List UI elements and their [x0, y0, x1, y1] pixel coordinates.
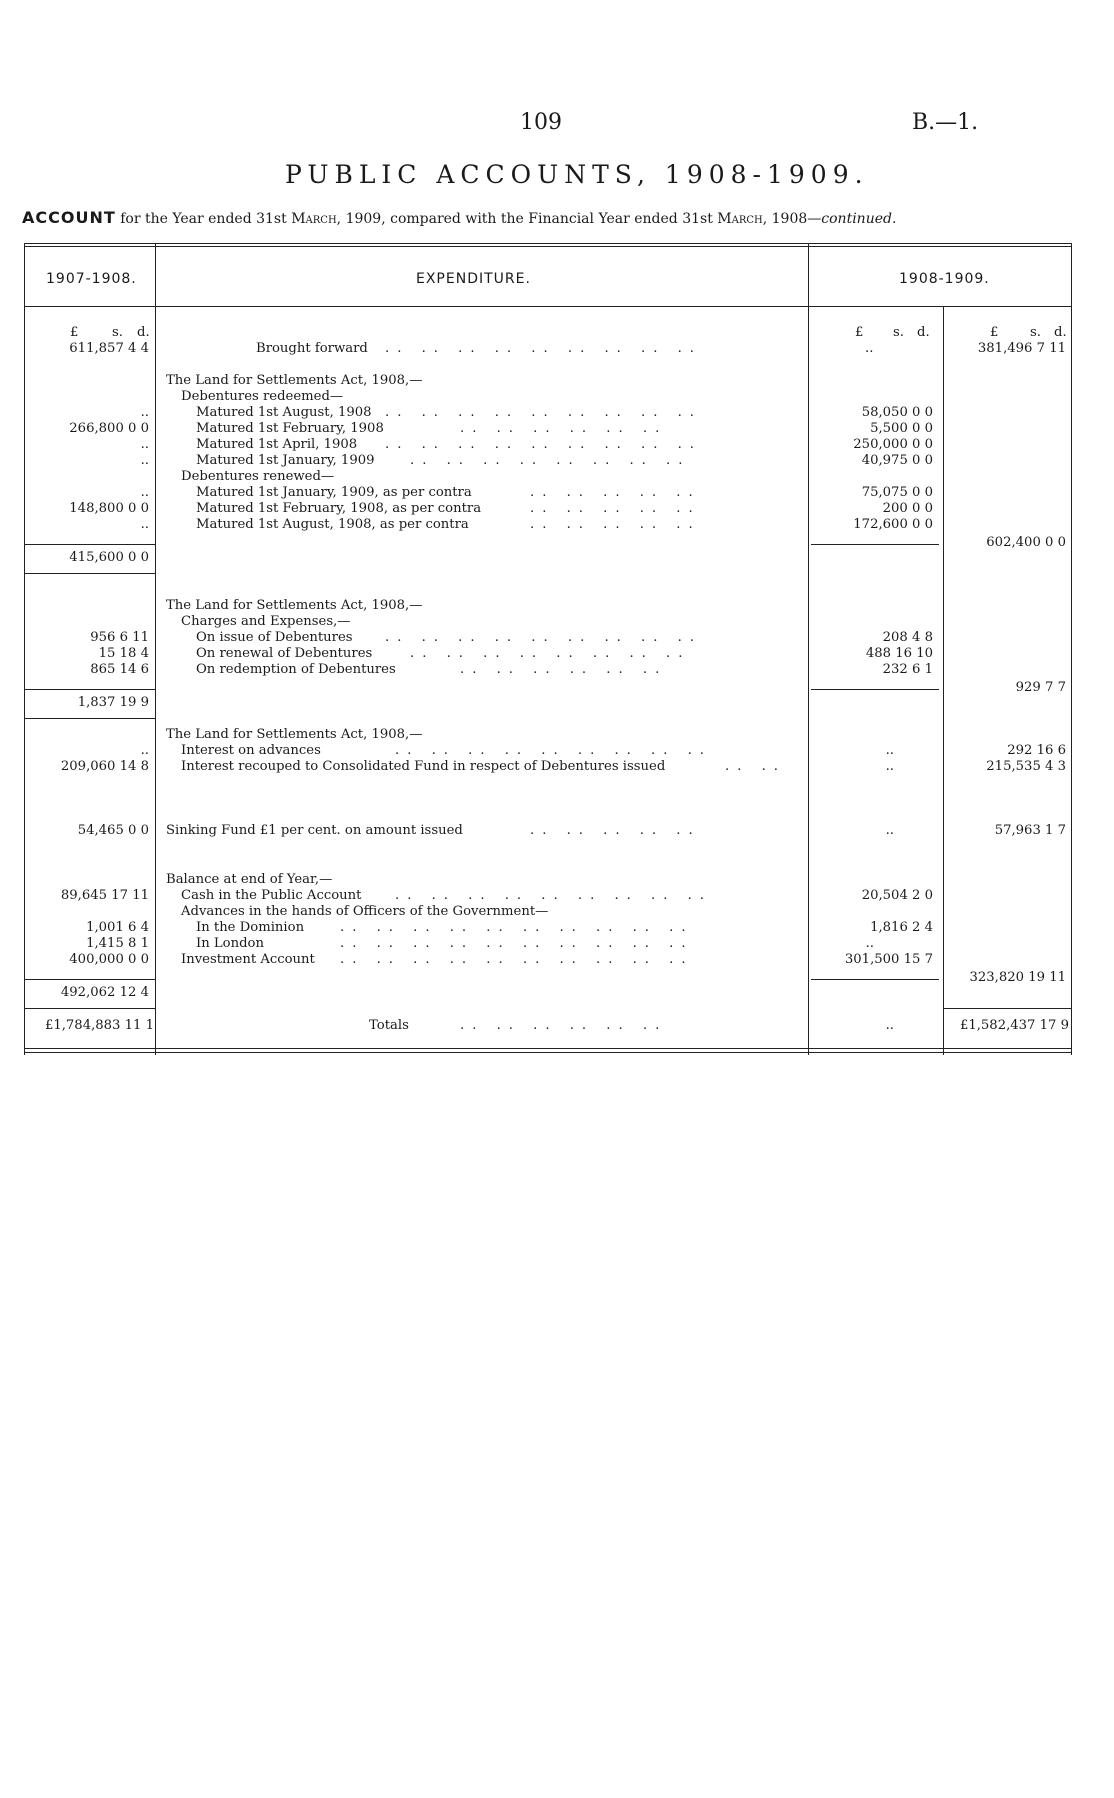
leader-dots: .. .. .. .. .. .. .. .. [410, 453, 691, 468]
totals-amt: .. [885, 1018, 894, 1033]
amount: 1,816 2 4 [870, 920, 933, 935]
unit-s-prev: s. [112, 325, 123, 340]
leader-dots: .. .. .. .. .. .. .. .. .. .. [340, 920, 694, 935]
row-label: On renewal of Debentures [196, 646, 373, 661]
table-top-rule [24, 243, 1072, 244]
leader-dots: .. .. [725, 759, 786, 774]
prev-value: .. [140, 743, 149, 758]
totals-rule-prev [24, 1008, 155, 1009]
prev-value: 89,645 17 11 [60, 888, 149, 903]
leader-dots: .. .. .. .. .. .. .. .. .. [385, 437, 702, 452]
prev-value: .. [140, 405, 149, 420]
column-divider-2 [808, 243, 809, 1055]
section-heading: Balance at end of Year,— [166, 872, 333, 887]
prev-value: .. [140, 437, 149, 452]
row-label: Matured 1st August, 1908 [196, 405, 372, 420]
section-total-prev: 415,600 0 0 [69, 550, 149, 565]
prev-value: 148,800 0 0 [69, 501, 149, 516]
leader-dots: .. .. .. .. .. .. .. .. .. [385, 405, 702, 420]
subtotal-rule-prev [24, 689, 155, 690]
row-label: Matured 1st February, 1908 [196, 421, 384, 436]
page-subtitle [22, 208, 896, 227]
unit-s-amt: s. [893, 325, 904, 340]
section-rule-prev [24, 573, 155, 574]
leader-dots: .. .. .. .. .. [530, 501, 701, 516]
subtotal-rule [811, 979, 939, 980]
amount: .. [885, 759, 894, 774]
row-label: Interest on advances [181, 743, 321, 758]
prev-value: .. [140, 485, 149, 500]
amount: 20,504 2 0 [861, 888, 933, 903]
curr-value: 292 16 6 [1007, 743, 1066, 758]
unit-pound-prev: £ [70, 325, 79, 340]
row-label: Matured 1st February, 1908, as per contra [196, 501, 482, 516]
subtotal-rule [811, 689, 939, 690]
prev-value: .. [140, 517, 149, 532]
unit-d-amt: d. [917, 325, 930, 340]
subtitle-continued: continued. [821, 211, 897, 227]
amount: 232 6 1 [882, 662, 933, 677]
brought-forward-label: Brought forward [256, 341, 368, 356]
column-head-expenditure: EXPENDITURE. [416, 271, 531, 287]
leader-dots: .. .. .. .. .. .. .. .. .. .. [340, 936, 694, 951]
row-label: In the Dominion [196, 920, 305, 935]
leader-dots: .. .. .. .. .. .. [460, 1018, 668, 1033]
amount: .. [865, 936, 874, 951]
leader-dots: .. .. .. .. .. [530, 517, 701, 532]
subtitle-account: ACCOUNT [22, 208, 116, 227]
section-heading: The Land for Settlements Act, 1908,— [166, 373, 423, 388]
header-rule [24, 306, 1072, 307]
table-top-rule-2 [24, 246, 1072, 247]
amount: 40,975 0 0 [861, 453, 933, 468]
unit-pound-amt: £ [855, 325, 864, 340]
sub-heading: Advances in the hands of Officers of the Government— [181, 904, 549, 919]
section-heading: The Land for Settlements Act, 1908,— [166, 598, 423, 613]
leader-dots: .. .. .. .. .. .. .. .. [410, 646, 691, 661]
column-head-prev: 1907-1908. [46, 271, 137, 287]
subtitle-part-b: , 1909, compared with the Financial Year ended 31st [336, 211, 713, 227]
prev-value: 1,001 6 4 [86, 920, 149, 935]
leader-dots: .. .. .. .. .. .. .. .. .. [385, 341, 702, 356]
sub-heading: Debentures redeemed— [181, 389, 344, 404]
amount: 58,050 0 0 [861, 405, 933, 420]
amount: .. [885, 823, 894, 838]
leader-dots: .. .. .. .. .. .. .. .. .. [395, 743, 712, 758]
subtotal-rule-prev [24, 979, 155, 980]
table-bottom-rule [24, 1048, 1072, 1049]
section-total-curr: 602,400 0 0 [986, 535, 1066, 550]
left-border [24, 243, 25, 1055]
curr-value: 57,963 1 7 [994, 823, 1066, 838]
column-divider-3 [943, 306, 944, 1055]
document-code: B.—1. [912, 110, 979, 135]
prev-value: 54,465 0 0 [77, 823, 149, 838]
subtitle-part-a: for the Year ended 31st [120, 211, 287, 227]
column-divider-1 [155, 243, 156, 1055]
leader-dots: .. .. .. .. .. [530, 485, 701, 500]
row-label: On issue of Debentures [196, 630, 353, 645]
page-number: 109 [520, 110, 562, 135]
page-title: PUBLIC ACCOUNTS, 1908-1909. [285, 160, 869, 189]
subtitle-part-c: , 1908— [762, 211, 822, 227]
prev-value: 266,800 0 0 [69, 421, 149, 436]
subtotal-rule-prev [24, 544, 155, 545]
curr-value: 215,535 4 3 [986, 759, 1066, 774]
row-label: Interest recouped to Consolidated Fund in respect of Debentures issued [181, 759, 666, 774]
section-rule-prev [24, 718, 155, 719]
totals-prev: £1,784,883 11 1 [44, 1018, 154, 1033]
totals-label: Totals [369, 1018, 409, 1033]
table-bottom-rule-2 [24, 1052, 1072, 1053]
row-label: Investment Account [181, 952, 315, 967]
prev-value: 1,415 8 1 [86, 936, 149, 951]
unit-d-prev: d. [137, 325, 150, 340]
sub-heading: Charges and Expenses,— [181, 614, 351, 629]
section-heading: The Land for Settlements Act, 1908,— [166, 727, 423, 742]
brought-forward-amt: .. [865, 341, 874, 356]
leader-dots: .. .. .. .. .. .. .. .. .. [395, 888, 712, 903]
amount: 172,600 0 0 [853, 517, 933, 532]
row-label: Matured 1st January, 1909, as per contra [196, 485, 472, 500]
amount: 5,500 0 0 [870, 421, 933, 436]
leader-dots: .. .. .. .. .. .. .. .. .. .. [340, 952, 694, 967]
amount: 250,000 0 0 [853, 437, 933, 452]
amount: 488 16 10 [865, 646, 933, 661]
totals-rule-curr [943, 1008, 1072, 1009]
brought-forward-curr: 381,496 7 11 [977, 341, 1066, 356]
section-total-curr: 929 7 7 [1015, 680, 1066, 695]
subtitle-march-1: March [291, 211, 337, 227]
unit-d-curr: d. [1054, 325, 1067, 340]
right-border [1071, 243, 1072, 1055]
amount: 301,500 15 7 [844, 952, 933, 967]
totals-curr: £1,582,437 17 9 [959, 1018, 1069, 1033]
prev-value: 209,060 14 8 [60, 759, 149, 774]
subtitle-march-2: March [717, 211, 763, 227]
section-total-prev: 492,062 12 4 [60, 985, 149, 1000]
leader-dots: .. .. .. .. .. .. [460, 662, 668, 677]
row-label: On redemption of Debentures [196, 662, 396, 677]
amount: 200 0 0 [882, 501, 933, 516]
section-total-prev: 1,837 19 9 [77, 695, 149, 710]
section-total-curr: 323,820 19 11 [969, 970, 1066, 985]
amount: .. [885, 743, 894, 758]
row-label: Matured 1st January, 1909 [196, 453, 375, 468]
row-label: Matured 1st August, 1908, as per contra [196, 517, 469, 532]
brought-forward-prev: 611,857 4 4 [69, 341, 149, 356]
prev-value: 400,000 0 0 [69, 952, 149, 967]
unit-s-curr: s. [1030, 325, 1041, 340]
amount: 208 4 8 [882, 630, 933, 645]
row-label: Matured 1st April, 1908 [196, 437, 358, 452]
row-label: Cash in the Public Account [181, 888, 362, 903]
column-head-curr: 1908-1909. [899, 271, 990, 287]
subtotal-rule [811, 544, 939, 545]
leader-dots: .. .. .. .. .. [530, 823, 701, 838]
prev-value: .. [140, 453, 149, 468]
sub-heading: Debentures renewed— [181, 469, 335, 484]
unit-pound-curr: £ [990, 325, 999, 340]
row-label: Sinking Fund £1 per cent. on amount issued [166, 823, 463, 838]
leader-dots: .. .. .. .. .. .. [460, 421, 668, 436]
prev-value: 865 14 6 [90, 662, 149, 677]
row-label: In London [196, 936, 264, 951]
prev-value: 956 6 11 [90, 630, 149, 645]
prev-value: 15 18 4 [98, 646, 149, 661]
amount: 75,075 0 0 [861, 485, 933, 500]
leader-dots: .. .. .. .. .. .. .. .. .. [385, 630, 702, 645]
